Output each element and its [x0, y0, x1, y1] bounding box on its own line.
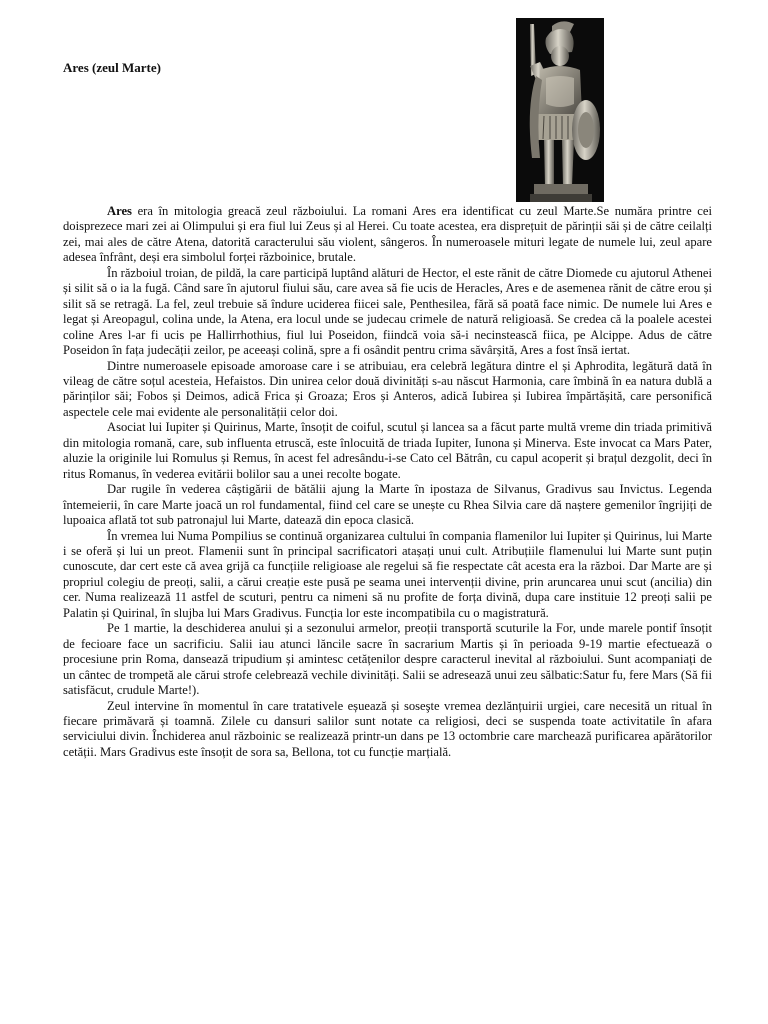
page-title: Ares (zeul Marte) [63, 60, 161, 75]
paragraph [63, 204, 712, 266]
paragraph: Asociat lui Iupiter și Quirinus, Marte, însoțit de coiful, scutul și lancea sa a făcut parte multă vreme din triada primitivă din mitologia romană, care, sub influenta etruscă, este înlocuită de triada Iupiter, Iunona și Minerva. Este invocat ca Mars Pater, aluzie la originile lui Romulus și Remus, în acest fel adresându-i-se Cato cel Bătrân, cu capul acoperit și brațul dezgolit, deci în ritus Romanus, în vederea evitării bolilor sau a unei recolte bogate. [63, 420, 712, 481]
paragraph: Pe 1 martie, la deschiderea anului și a sezonului armelor, preoții transportă scuturile la For, unde marele pontif însoțit de fecioare face un sacrificiu. Salii iau atunci lăncile sacre în sacrarium Martis și în perioada 9-19 martie efectuează o procesiune prin Roma, dansează tripudium și amintesc cetățenilor despre caracterul inevital al războiului. Sunt acompaniați de un cântec de trompetă ale cărui strofe celebrează vechile divinități. Salii se adresează unui zeu sălbatic:Satur fu, fere Mars (Să fii satisfăcut, crudule Marte!). [63, 621, 712, 698]
ares-statue-image [516, 18, 604, 202]
lead-term: Ares [107, 204, 132, 218]
paragraph-text: era în mitologia greacă zeul războiului. La romani Ares era identificat cu zeul Marte.Se număra printre cei doisprezece mari zei ai Olimpului și era fiul lui Zeus și al Herei. Cu toate acestea, era disprețuit de părinții săi și de către ceilalți zei, mai ales de către Atena, datorită caracterului său violent, sângeros. În numeroasele mituri legate de numele lui, zeul apare adesea înfrânt, deși era simbolul forței războinice, brutale. [63, 204, 712, 265]
paragraph: În vremea lui Numa Pompilius se continuă organizarea cultului în compania flamenilor lui Iupiter și Quirinus, lui Marte i se oferă și lui un preot. Flamenii sunt în principal sacrificatori atașați unui cult. Atribuțiile flamenului lui Marte sunt puțin cunoscute, dar cert este că avea grijă ca funcțiile religioase ale regelui să fie respectate cât acesta era la război. Dar Marte are și propriul colegiu de preoți, salii, a cărui creație este pusă pe seama unei intervenții divine, prin aruncarea unui scut (ancilia) din cer. Numa realizează 11 astfel de scuturi, pentru ca nimeni să nu profite de forța divină, dupa care instituie 12 preoți salii pe Palatin și Quirinal, în slujba lui Mars Gradivus. Funcția lor este incompatibila cu o magistratură. [63, 528, 712, 620]
paragraph: În războiul troian, de pildă, la care participă luptând alături de Hector, el este rănit de către Diomede cu ajutorul Athenei și silit să o ia la fugă. Când sare în ajutorul fiului său, care avea să fie ucis de Heracles, Ares e de asemenea rănit de către erou și silit să se retragă. La fel, zeul trebuie să îndure uciderea fiicei sale, Penthesilea, fără să poată face nimic. De numele lui Ares e legat și Areopagul, colina unde, la Atena, era locul unde se judecau crimele de natură religioasă. Se credea că la poalele acestei coline Ares l-ar fi ucis pe Hallirrhothius, fiul lui Poseidon, fiindcă voia să-i necinstească fiica, pe Alcippe. Adus de către Poseidon în fața judecății zeilor, pe aceeași colină, spre a fi osândit pentru crima săvârșită, Ares a fost însă iertat. [63, 265, 712, 358]
article-body [63, 204, 712, 760]
paragraph: Dintre numeroasele episoade amoroase care i se atribuiau, era celebră legătura dintre el și Aphrodita, legătură dată în vileag de către soțul acesteia, Hefaistos. Din unirea celor două divinități s-au născut Harmonia, care îmbină în ea natura dublă a părinților săi; Fobos și Deimos, adică Frica și Groaza; Eros și Anteros, adică Iubirea și Iubirea împărtășită, care personifică aspectele cele mai evidente ale personalității celor doi. [63, 358, 712, 419]
warrior-statue-icon [516, 18, 604, 202]
paragraph: Zeul intervine în momentul în care tratativele eșuează și soseşte vremea dezlănțuirii urgiei, care necesită un ritual în fiecare primăvară și toamnă. Zilele cu dansuri salilor sunt notate ca religiosi, deci se suspenda toate activitatile în afara serviciului divin. Închiderea anul războinic se realizează printr-un dans pe 13 octombrie care marchează purificarea apărătorilor cetății. Mars Gradivus este însoțit de sora sa, Bellona, tot cu funcție marțială. [63, 698, 712, 759]
paragraph: Dar rugile în vederea câștigării de bătălii ajung la Marte în ipostaza de Silvanus, Gradivus sau Invictus. Legenda întemeierii, în care Marte joacă un rol fundamental, fiind cel care se unește cu Rhea Silvia care dă naștere gemenilor îngrijiți de lupoaica aflată tot sub patronajul lui Marte, datează din epoca clasică. [63, 482, 712, 528]
